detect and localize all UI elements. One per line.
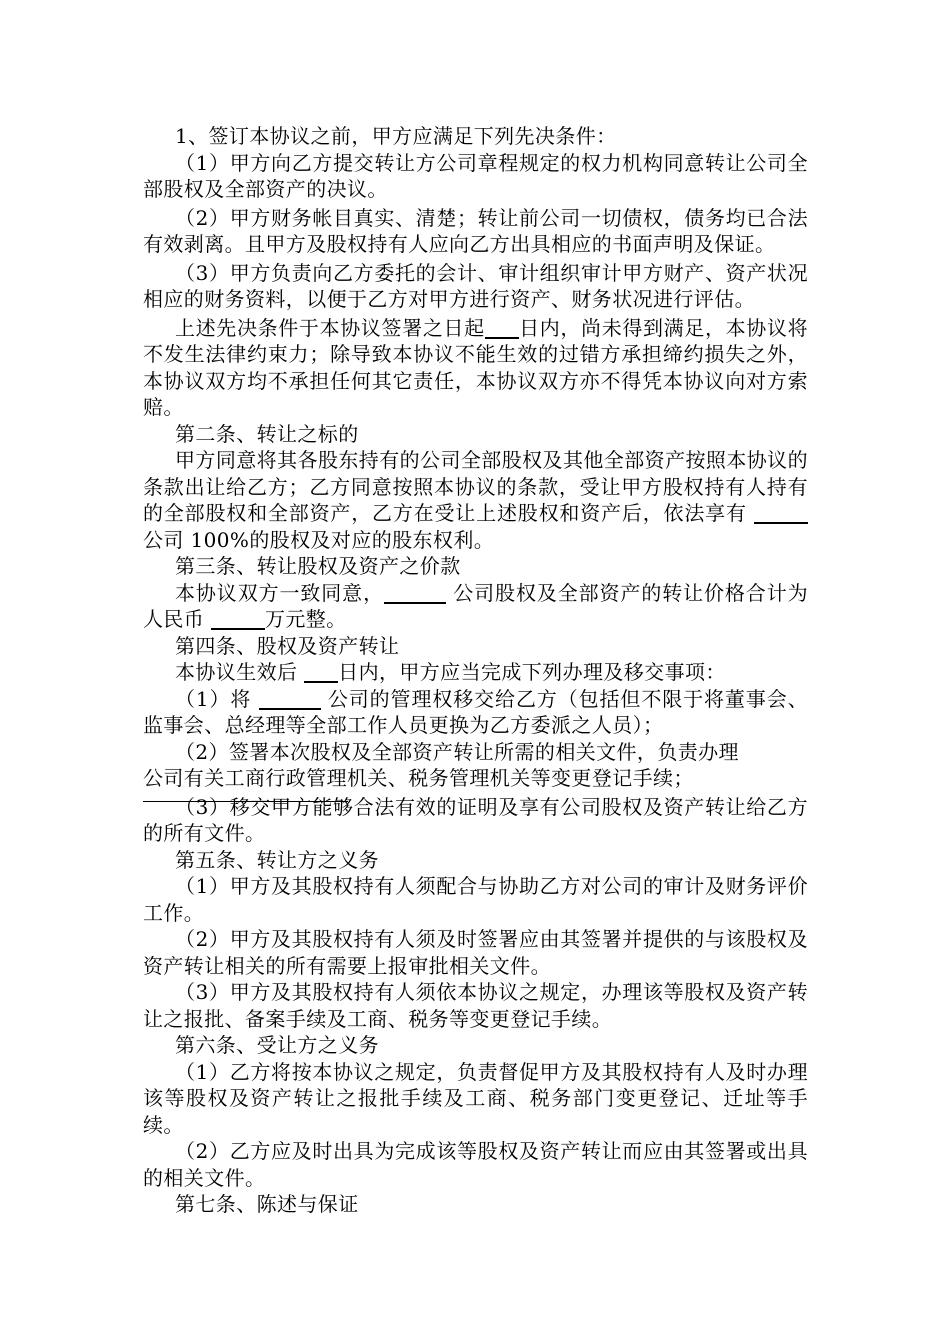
article-5-item-2: （2）甲方及其股权持有人须及时签署应由其签署并提供的与该股权及资产转让相关的所有需要上报审批相关文件。 (143, 927, 808, 978)
article-3-text (143, 580, 808, 633)
article-4-item-2-a: （2）签署本次股权及全部资产转让所需的相关文件，负责办理 (175, 739, 739, 764)
article-3-text-a: 本协议双方一致同意， (175, 580, 384, 605)
article-3-text-b: 公司股权及全部资产的转让价格合计为人民币 (143, 580, 809, 631)
precondition-text-a: 上述先决条件于本协议签署之日起 (175, 315, 485, 340)
article-5-title: 第五条、转让方之义务 (175, 847, 379, 872)
article-3-title: 第三条、转让股权及资产之价款 (175, 554, 461, 578)
underline-rule (143, 801, 348, 802)
article-4-item-1-a: （1）将 (175, 686, 252, 711)
article-4-item-2 (143, 739, 808, 792)
article-4-text-b: 日内，甲方应当完成下列办理及移交事项： (338, 660, 726, 684)
clause-1-item-2: （2）甲方财务帐目真实、清楚；转让前公司一切债权，债务均已合法有效剥离。且甲方及股权持有人应向乙方出具相应的书面声明及保证。 (143, 205, 808, 256)
clause-1-item-3: （3）甲方负责向乙方委托的会计、审计组织审计甲方财产、资产状况相应的财务资料，以便于乙方对甲方进行资产、财务状况进行评估。 (143, 260, 808, 311)
article-6-item-2: （2）乙方应及时出具为完成该等股权及资产转让而应由其签署或出具的相关文件。 (143, 1139, 808, 1190)
article-4-item-3: （3）移交甲方能够合法有效的证明及享有公司股权及资产转让给乙方的所有文件。 (143, 794, 808, 845)
article-4-text-a: 本协议生效后 (175, 660, 298, 684)
article-6-item-1: （1）乙方将按本协议之规定，负责督促甲方及其股权持有人及时办理该等股权及资产转让之报批手续及工商、税务部门变更登记、迁址等手续。 (143, 1059, 808, 1137)
article-5-item-3: （3）甲方及其股权持有人须依本协议之规定，办理该等股权及资产转让之报批、备案手续及工商、税务等变更登记手续。 (143, 980, 808, 1031)
days-blank (485, 317, 519, 339)
company-name-blank (259, 688, 321, 710)
document-body (143, 123, 808, 1218)
article-2-text-b: 公司 100%的股权及对应的股东权利。 (143, 527, 495, 552)
clause-1-title: 1、签订本协议之前，甲方应满足下列先决条件： (175, 124, 617, 148)
article-3-text-c: 万元整。 (264, 607, 347, 631)
amount-blank (211, 608, 265, 630)
company-name-blank (384, 582, 446, 604)
company-name-blank (754, 502, 808, 524)
precondition-text-b: 日内，尚未得到满足，本协议将不发生法律约束力；除导致本协议不能生效的过错方承担缔约损失之外，本协议双方均不承担任何其它责任，本协议双方亦不得凭本协议向对方索赔。 (143, 315, 808, 419)
article-2-text-a: 甲方同意将其各股东持有的公司全部股权及其他全部资产按照本协议的条款出让给乙方；乙方同意按照本协议的条款，受让甲方股权持有人持有的全部股权和全部资产，乙方在受让上述股权和资产后，依法享有 (143, 448, 808, 525)
days-blank (304, 661, 338, 683)
article-4-item-1-b: 公司的管理权移交给乙方（包括但不限于将董事会、监事会、总经理等全部工作人员更换为乙方委派之人员）； (143, 686, 809, 737)
article-2-text (143, 447, 808, 553)
article-6-title: 第六条、受让方之义务 (175, 1033, 379, 1057)
article-4-title: 第四条、股权及资产转让 (175, 633, 400, 658)
article-4-text (143, 659, 808, 686)
article-4-item-1 (143, 686, 808, 739)
article-5-item-1: （1）甲方及其股权持有人须配合与协助乙方对公司的审计及财务评价工作。 (143, 874, 808, 925)
article-4-item-2-b: 公司有关工商行政管理机关、税务管理机关等变更登记手续； (143, 766, 694, 790)
article-7-title: 第七条、陈述与保证 (175, 1192, 359, 1216)
article-2-title: 第二条、转让之标的 (175, 421, 359, 446)
clause-1-item-1: （1）甲方向乙方提交转让方公司章程规定的权力机构同意转让公司全部股权及全部资产的决议。 (143, 150, 808, 201)
precondition-paragraph (143, 315, 808, 421)
